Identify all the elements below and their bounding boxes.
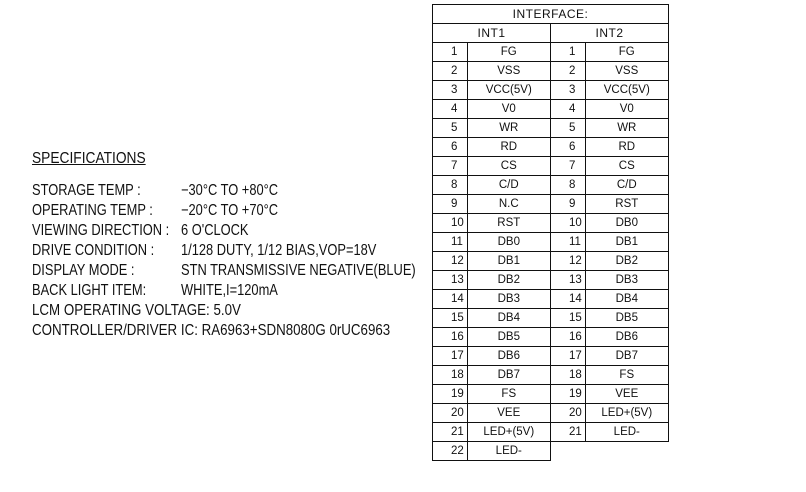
int1-pin-number: 4 xyxy=(433,100,468,119)
int1-pin-signal: DB0 xyxy=(467,233,550,252)
spec-row xyxy=(32,241,427,261)
int2-pin-signal: FS xyxy=(585,366,668,385)
pin-row xyxy=(433,252,669,271)
int1-pin-number: 9 xyxy=(433,195,468,214)
lcm-voltage-text: LCM OPERATING VOLTAGE: 5.0V xyxy=(32,302,241,319)
pin-row xyxy=(433,290,669,309)
spec-value: WHITE,I=120mA xyxy=(181,282,278,299)
int2-pin-number: 4 xyxy=(550,100,585,119)
int2-pin-signal: DB1 xyxy=(585,233,668,252)
spec-label: VIEWING DIRECTION : xyxy=(32,222,170,239)
pin-row xyxy=(433,404,669,423)
int1-pin-number: 8 xyxy=(433,176,468,195)
int2-pin-signal: DB7 xyxy=(585,347,668,366)
int1-pin-number: 21 xyxy=(433,423,468,442)
int1-pin-number: 12 xyxy=(433,252,468,271)
spec-row xyxy=(32,221,427,241)
int1-pin-number: 7 xyxy=(433,157,468,176)
int1-pin-number: 6 xyxy=(433,138,468,157)
specifications-list xyxy=(32,181,427,301)
int1-pin-signal: DB1 xyxy=(467,252,550,271)
int2-pin-number: 9 xyxy=(550,195,585,214)
int2-pin-signal: RD xyxy=(585,138,668,157)
int1-pin-signal: RST xyxy=(467,214,550,233)
spec-row xyxy=(32,261,427,281)
int2-pin-number: 3 xyxy=(550,81,585,100)
int2-pin-number: 14 xyxy=(550,290,585,309)
int1-pin-signal: DB3 xyxy=(467,290,550,309)
int1-pin-signal: V0 xyxy=(467,100,550,119)
int2-pin-signal: DB6 xyxy=(585,328,668,347)
int2-header: INT2 xyxy=(550,24,668,43)
int2-pin-signal: V0 xyxy=(585,100,668,119)
pin-row xyxy=(433,195,669,214)
int1-pin-signal: DB2 xyxy=(467,271,550,290)
empty-cell xyxy=(550,442,668,461)
int2-pin-number: 18 xyxy=(550,366,585,385)
int1-pin-number: 22 xyxy=(433,442,468,461)
spec-label: STORAGE TEMP : xyxy=(32,182,141,199)
pin-row xyxy=(433,62,669,81)
int2-pin-number: 6 xyxy=(550,138,585,157)
lcm-voltage-row xyxy=(32,301,427,321)
int2-pin-number: 20 xyxy=(550,404,585,423)
spec-value: 6 O'CLOCK xyxy=(181,222,249,239)
int2-pin-number: 15 xyxy=(550,309,585,328)
pin-row xyxy=(433,271,669,290)
int2-pin-signal: RST xyxy=(585,195,668,214)
int2-pin-number: 8 xyxy=(550,176,585,195)
int1-pin-signal: WR xyxy=(467,119,550,138)
int1-pin-number: 11 xyxy=(433,233,468,252)
int2-pin-number: 5 xyxy=(550,119,585,138)
int1-pin-signal: C/D xyxy=(467,176,550,195)
int1-pin-signal: DB6 xyxy=(467,347,550,366)
int2-pin-signal: LED+(5V) xyxy=(585,404,668,423)
int2-pin-signal: DB2 xyxy=(585,252,668,271)
int2-pin-signal: VSS xyxy=(585,62,668,81)
spec-label: DRIVE CONDITION : xyxy=(32,242,155,259)
pin-row xyxy=(433,347,669,366)
int2-pin-number: 12 xyxy=(550,252,585,271)
int2-pin-number: 21 xyxy=(550,423,585,442)
interface-header-row xyxy=(433,24,669,43)
int1-pin-number: 19 xyxy=(433,385,468,404)
int2-pin-number: 17 xyxy=(550,347,585,366)
pin-row xyxy=(433,309,669,328)
spec-value: −30°C TO +80°C xyxy=(181,182,279,199)
int1-pin-number: 17 xyxy=(433,347,468,366)
int2-pin-signal: DB4 xyxy=(585,290,668,309)
int2-pin-signal: CS xyxy=(585,157,668,176)
pin-row xyxy=(433,214,669,233)
pin-row xyxy=(433,442,669,461)
pin-row xyxy=(433,100,669,119)
int2-pin-number: 7 xyxy=(550,157,585,176)
int2-pin-number: 1 xyxy=(550,43,585,62)
spec-row xyxy=(32,201,427,221)
int2-pin-signal: DB0 xyxy=(585,214,668,233)
int1-pin-signal: CS xyxy=(467,157,550,176)
int2-pin-number: 16 xyxy=(550,328,585,347)
int2-pin-number: 11 xyxy=(550,233,585,252)
int1-pin-signal: DB5 xyxy=(467,328,550,347)
int1-pin-number: 2 xyxy=(433,62,468,81)
int1-pin-number: 14 xyxy=(433,290,468,309)
pin-row xyxy=(433,119,669,138)
int1-pin-signal: FG xyxy=(467,43,550,62)
int1-pin-signal: VEE xyxy=(467,404,550,423)
int1-pin-signal: VSS xyxy=(467,62,550,81)
int2-pin-number: 19 xyxy=(550,385,585,404)
spec-label: OPERATING TEMP : xyxy=(32,202,153,219)
int1-pin-signal: LED+(5V) xyxy=(467,423,550,442)
spec-label: DISPLAY MODE : xyxy=(32,262,135,279)
int1-pin-number: 10 xyxy=(433,214,468,233)
int1-pin-number: 18 xyxy=(433,366,468,385)
spec-value: −20°C TO +70°C xyxy=(181,202,279,219)
interface-title-row xyxy=(433,5,669,24)
pin-row xyxy=(433,157,669,176)
pin-row xyxy=(433,366,669,385)
int1-pin-number: 3 xyxy=(433,81,468,100)
int1-header: INT1 xyxy=(433,24,551,43)
int2-pin-number: 13 xyxy=(550,271,585,290)
int2-pin-signal: WR xyxy=(585,119,668,138)
int1-pin-number: 13 xyxy=(433,271,468,290)
int2-pin-signal: C/D xyxy=(585,176,668,195)
int2-pin-signal: VEE xyxy=(585,385,668,404)
int1-pin-signal: N.C xyxy=(467,195,550,214)
int2-pin-signal: LED- xyxy=(585,423,668,442)
spec-value: 1/128 DUTY, 1/12 BIAS,VOP=18V xyxy=(181,242,377,259)
spec-label: BACK LIGHT ITEM: xyxy=(32,282,147,299)
specifications-title: SPECIFICATIONS xyxy=(32,150,146,167)
int1-pin-signal: RD xyxy=(467,138,550,157)
int2-pin-signal: FG xyxy=(585,43,668,62)
interface-title: INTERFACE: xyxy=(433,5,669,24)
spec-value: STN TRANSMISSIVE NEGATIVE(BLUE) xyxy=(181,262,416,279)
int2-pin-number: 10 xyxy=(550,214,585,233)
pin-row xyxy=(433,233,669,252)
int1-pin-number: 1 xyxy=(433,43,468,62)
pin-row xyxy=(433,328,669,347)
int1-pin-signal: DB4 xyxy=(467,309,550,328)
pin-row xyxy=(433,81,669,100)
pin-row xyxy=(433,423,669,442)
int2-pin-signal: VCC(5V) xyxy=(585,81,668,100)
spec-row xyxy=(32,281,427,301)
int1-pin-number: 20 xyxy=(433,404,468,423)
int2-pin-signal: DB3 xyxy=(585,271,668,290)
int1-pin-signal: FS xyxy=(467,385,550,404)
int1-pin-number: 16 xyxy=(433,328,468,347)
int1-pin-number: 15 xyxy=(433,309,468,328)
int2-pin-number: 2 xyxy=(550,62,585,81)
int1-pin-signal: LED- xyxy=(467,442,550,461)
controller-row xyxy=(32,321,427,341)
pin-row xyxy=(433,43,669,62)
int2-pin-signal: DB5 xyxy=(585,309,668,328)
pin-row xyxy=(433,385,669,404)
spec-row xyxy=(32,181,427,201)
pin-row xyxy=(433,138,669,157)
specifications-block xyxy=(32,150,427,341)
int1-pin-number: 5 xyxy=(433,119,468,138)
int1-pin-signal: VCC(5V) xyxy=(467,81,550,100)
controller-text: CONTROLLER/DRIVER IC: RA6963+SDN8080G 0rUC6963 xyxy=(32,322,391,339)
interface-table xyxy=(432,4,669,461)
pin-row xyxy=(433,176,669,195)
int1-pin-signal: DB7 xyxy=(467,366,550,385)
